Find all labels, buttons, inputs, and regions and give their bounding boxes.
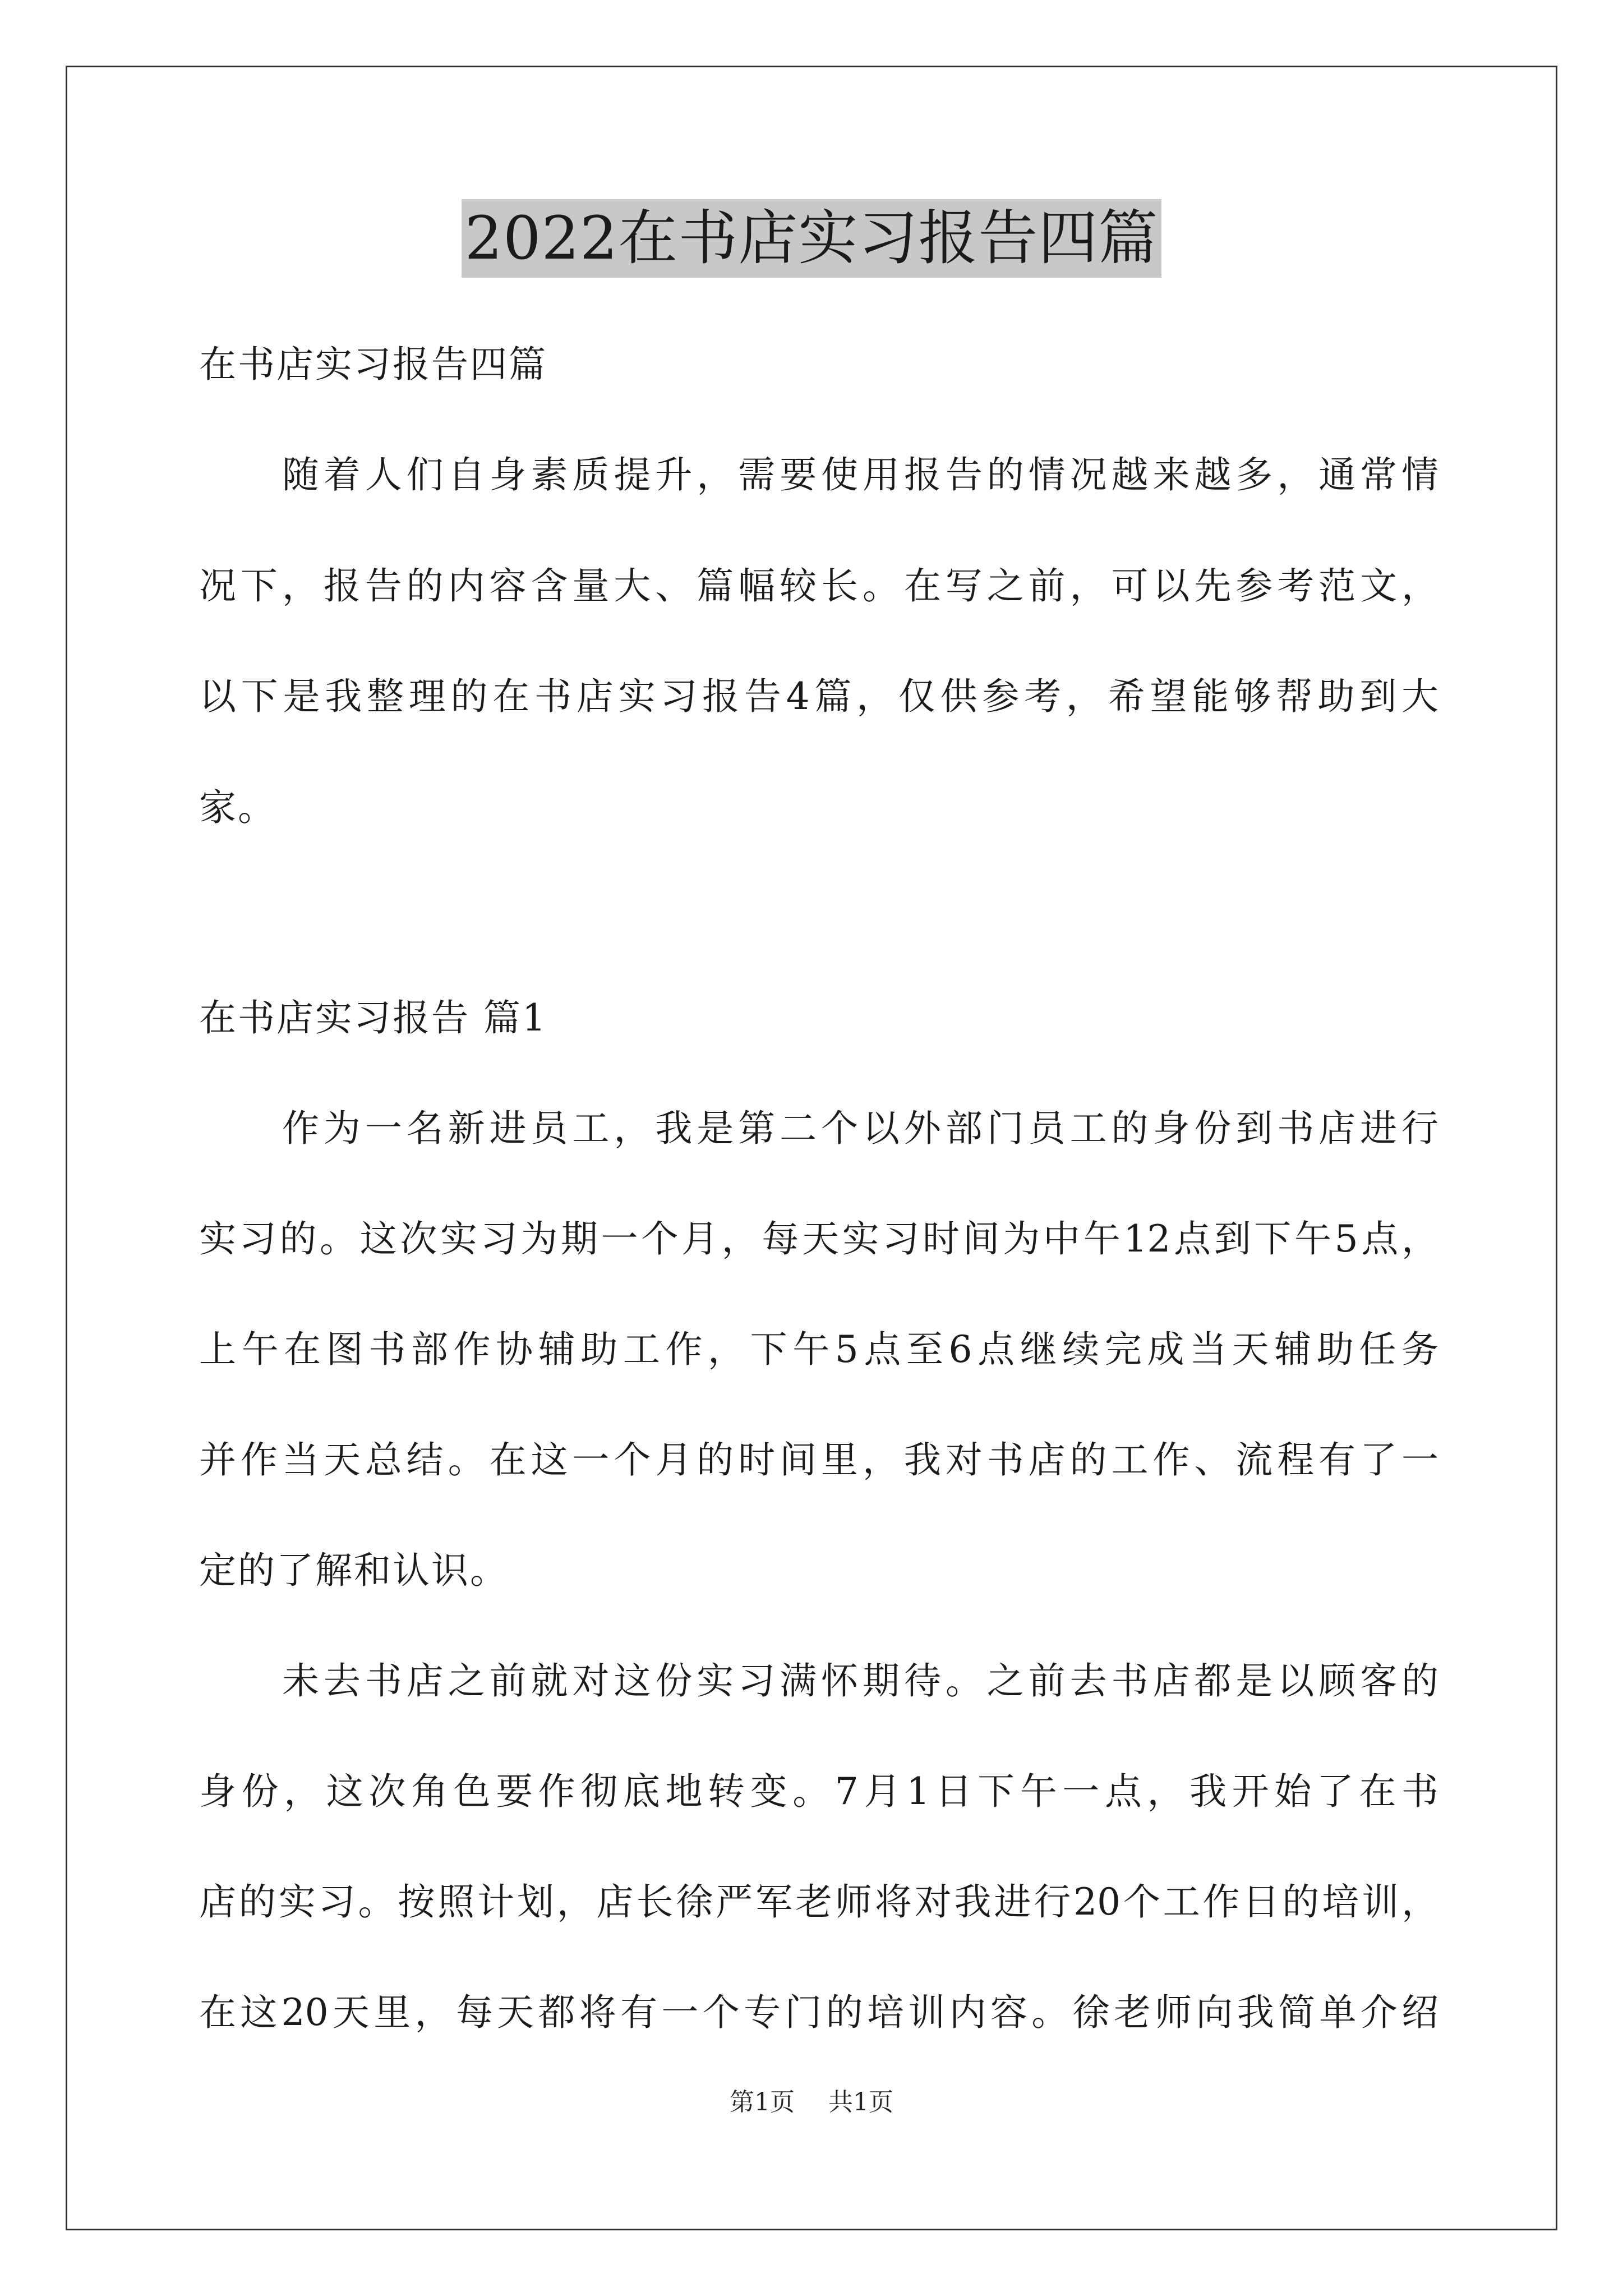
paragraph-line: 上午在图书部作协辅助工作，下午5点至6点继续完成当天辅助任务 — [199, 1328, 1438, 1371]
paragraph-line: 实习的。这次实习为期一个月，每天实习时间为中午12点到下午5点， — [199, 1217, 1438, 1260]
subtitle: 在书店实习报告四篇 — [199, 343, 547, 386]
page-total: 共1页 — [828, 2088, 893, 2116]
paragraph-line: 定的了解和认识。 — [199, 1549, 509, 1592]
paragraph-line: 未去书店之前就对这份实习满怀期待。之前去书店都是以顾客的 — [282, 1659, 1438, 1703]
paragraph-line: 身份，这次角色要作彻底地转变。7月1日下午一点，我开始了在书 — [199, 1770, 1438, 1813]
section-heading: 在书店实习报告 篇1 — [199, 996, 547, 1039]
page-footer — [0, 2086, 1623, 2119]
paragraph-line: 并作当天总结。在这一个月的时间里，我对书店的工作、流程有了一 — [199, 1438, 1438, 1481]
document-title: 2022在书店实习报告四篇 — [462, 199, 1162, 278]
intro-line: 家。 — [199, 786, 276, 829]
page-number: 第1页 — [730, 2088, 795, 2116]
paragraph-line: 在这20天里，每天都将有一个专门的培训内容。徐老师向我简单介绍 — [199, 1991, 1438, 2034]
title-container — [0, 199, 1623, 278]
paragraph-line: 店的实习。按照计划，店长徐严军老师将对我进行20个工作日的培训， — [199, 1880, 1438, 1924]
intro-line: 以下是我整理的在书店实习报告4篇，仅供参考，希望能够帮助到大 — [199, 675, 1438, 718]
paragraph-line: 作为一名新进员工，我是第二个以外部门员工的身份到书店进行 — [282, 1107, 1438, 1150]
intro-line: 随着人们自身素质提升，需要使用报告的情况越来越多，通常情 — [282, 453, 1438, 496]
intro-line: 况下，报告的内容含量大、篇幅较长。在写之前，可以先参考范文， — [199, 564, 1438, 608]
